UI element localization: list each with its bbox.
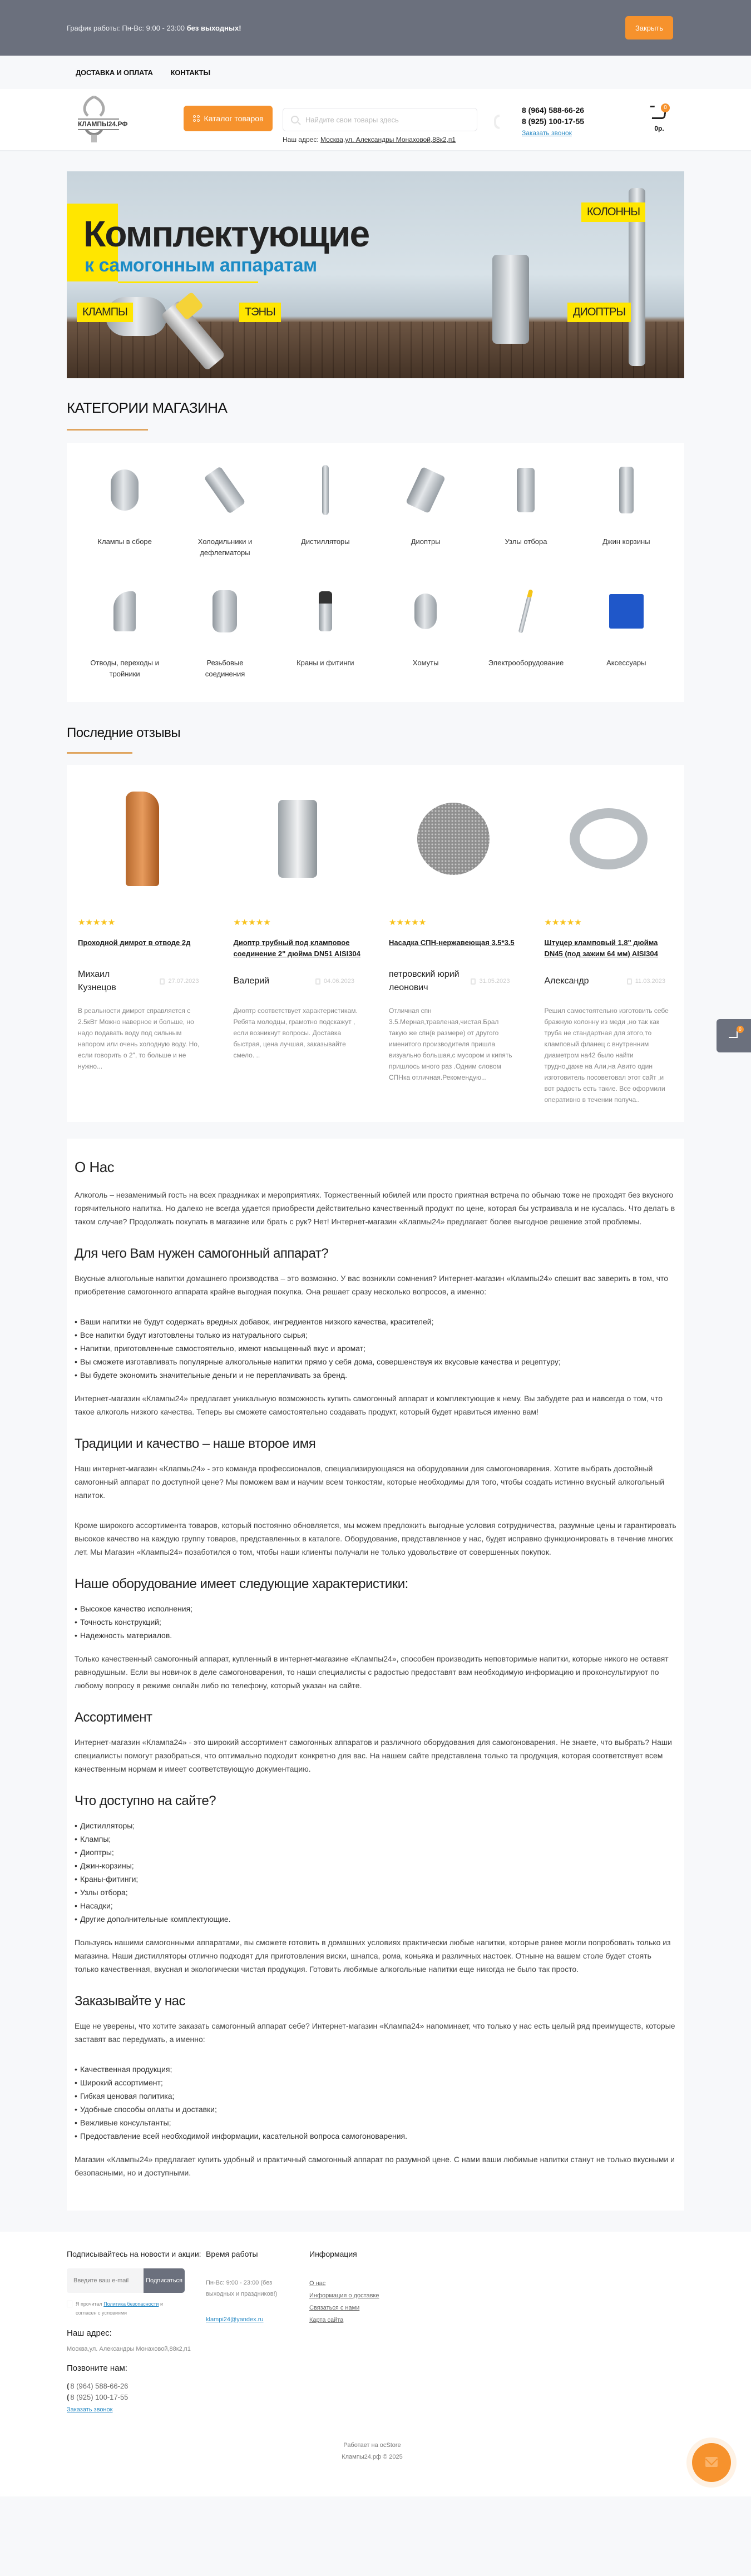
paragraph: Пользуясь нашими самогонными аппаратами, вы сможете готовить в домашних условиях практически любые напитки, которые ранее могли попробовать только из магазина. Наши дистилляторы отлично подходят для приготовления виски, шнапса, рома, коньяка и различных настоек. Отныне на вашем столе будет стоять только качественная, вкусная и экологически чистая продукция. Готовить любимые алкогольные напитки еще никогда не было так просто. <box>75 1938 671 1974</box>
features-list <box>75 1602 676 1642</box>
category-distillers[interactable] <box>275 456 376 570</box>
reviews-title: Последние отзывы <box>67 725 181 740</box>
advantages-list <box>75 2063 676 2143</box>
review-date-text: 31.05.2023 <box>479 978 510 985</box>
category-label: Клампы в сборе <box>97 537 152 546</box>
email-link[interactable]: klampi24@yandex.ru <box>206 2316 264 2323</box>
phone-link-2[interactable]: 8 (925) 100-17-55 <box>522 117 585 126</box>
address-label: Наш адрес: <box>283 136 320 144</box>
calendar-icon <box>471 978 476 985</box>
calendar-icon <box>627 978 632 985</box>
category-image <box>298 459 353 521</box>
feedback-button[interactable] <box>692 2443 731 2482</box>
list-item: • Точность конструкций; <box>75 1615 676 1629</box>
list-item: • Другие дополнительные комплектующие. <box>75 1912 676 1926</box>
list-item: • Надежность материалов. <box>75 1629 676 1642</box>
catalog-label: Каталог товаров <box>204 114 264 123</box>
privacy-policy-link[interactable]: Политика безопасности <box>103 2301 159 2307</box>
floating-cart-button[interactable] <box>717 1019 751 1052</box>
paragraph: Наш интернет-магазин «Клапмы24» - это команда профессионалов, специализирующаяся на оборудовании для самогоноварения. Хотите выбрать достойный самогонный аппарат по доступной цене? Мы поможем вам и научим всем тонкостям, которые необходимы для того, чтобы создать истинно вкусный алкогольный напиток. <box>75 1464 665 1500</box>
search-icon[interactable] <box>291 116 299 123</box>
top-nav <box>0 56 751 89</box>
review-card <box>72 775 213 1105</box>
list-item: • Вы сможете изготавливать популярные алкогольные напитки прямо у себя дома, совершенствуя их вкусовые качества и рецептуру; <box>75 1355 676 1368</box>
cart-total: 0р. <box>654 125 664 132</box>
floating-cart-count: 0 <box>737 1026 744 1033</box>
footer-hours-column <box>206 2249 309 2413</box>
calendar-icon <box>315 978 320 985</box>
close-notice-button[interactable]: Закрыть <box>625 16 673 39</box>
review-date <box>471 978 517 985</box>
search-box <box>283 108 477 131</box>
category-sightglasses[interactable] <box>376 456 476 570</box>
list-item: • Широкий ассортимент; <box>75 2076 676 2089</box>
nav-delivery-payment[interactable]: ДОСТАВКА И ОПЛАТА <box>76 68 153 77</box>
footer-callback-link[interactable]: Заказать звонок <box>67 2406 113 2413</box>
promo-banner[interactable] <box>67 171 684 378</box>
paragraph: Еще не уверены, что хотите заказать самогонный аппарат себе? Интернет-магазин «Клампа24» напоминает, что только у нас есть целый ряд преимуществ, которые заставят вас передумать, а именно: <box>75 2021 675 2044</box>
cart-icon <box>729 1031 738 1038</box>
consent-checkbox[interactable] <box>67 2301 72 2307</box>
footer <box>0 2232 751 2496</box>
banner-subtitle: к самогонным аппаратам <box>85 255 317 276</box>
review-product-link[interactable]: Проходной димрот в отводе 2д <box>78 938 191 947</box>
review-product-image[interactable] <box>78 775 207 903</box>
list-item: • Клампы; <box>75 1832 676 1846</box>
rating-stars: ★★★★★ <box>544 918 582 927</box>
banner-tag-clamps: КЛАМПЫ <box>77 303 133 322</box>
consent-checkbox-row[interactable] <box>67 2300 178 2317</box>
list-item: • Качественная продукция; <box>75 2063 676 2076</box>
reviews-list <box>67 765 684 1122</box>
calendar-icon <box>160 978 165 985</box>
review-card <box>228 775 368 1105</box>
hours-text: Пн-Вс: 9:00 - 23:00 (без выходных и праздников!) <box>206 2280 278 2297</box>
about-title: О Нас <box>75 1159 115 1175</box>
list-item: • Вы будете экономить значительные деньги и не переплачивать за бренд. <box>75 1368 676 1382</box>
review-author: Михаил Кузнецов <box>78 970 116 992</box>
category-image <box>599 581 654 642</box>
category-elbows-tees[interactable] <box>75 577 175 691</box>
section-heading: Что доступно на сайте? <box>75 1793 216 1808</box>
notice-schedule: График работы: Пн-Вс: 9:00 - 23:00 <box>67 23 187 32</box>
category-image <box>599 459 654 521</box>
category-label: Хомуты <box>412 659 439 667</box>
logo-text: КЛАМПЫ24.РФ <box>78 118 119 130</box>
category-image <box>97 581 152 642</box>
header <box>0 89 751 151</box>
address-title: Наш адрес: <box>67 2328 112 2338</box>
info-link-sitemap[interactable]: Карта сайта <box>309 2317 344 2323</box>
review-text: Отличная спн 3.5.Мерная,травленая,чистая.Брал такую же спн(в размере) от другого именитого производителя пришла визуально большая,с мусором и кипять пришлось много раз .Одним словом СПНка отличная.Рекомендую... <box>389 1007 512 1081</box>
review-product-image[interactable] <box>389 775 518 903</box>
banner-tag-sightglasses: ДИОПТРЫ <box>567 303 631 322</box>
categories-title: КАТЕГОРИИ МАГАЗИНА <box>67 399 228 416</box>
banner-sightglass-image <box>492 255 529 344</box>
review-product-image[interactable] <box>234 775 363 903</box>
catalog-grid-icon <box>193 115 200 122</box>
review-text: Решил самостоятельно изготовить себе бражную колонну из меди ,но так как труба не стандартная для этого,то кламповый фланец с внутренним диаметром на42 было найти трудно,даже на Али,на Авито один изготовитель посоветовал этот сайт ,и вот радость есть такие. Все оформили оперативно в течении получа.. <box>544 1007 669 1104</box>
category-image <box>197 459 253 521</box>
banner-yellow-line <box>118 281 258 283</box>
header-phones <box>522 105 584 137</box>
info-link-delivery[interactable]: Информация о доставке <box>309 2292 379 2299</box>
list-item: • Вежливые консультанты; <box>75 2116 676 2129</box>
list-item: • Удобные способы оплаты и доставки; <box>75 2103 676 2116</box>
subscribe-button[interactable]: Подписаться <box>144 2268 185 2293</box>
copyright-text: Клампы24.рф © 2025 <box>342 2454 403 2460</box>
header-address <box>283 136 456 144</box>
envelope-icon <box>705 2457 718 2467</box>
review-text: В реальности димрот справляется с 2.5кВт Можно наверное и больше, но надо подавать воду под сильным напором или очень холодную воду. Но, если говорить о 2", то больше и не нужно... <box>78 1007 200 1070</box>
category-image <box>398 459 453 521</box>
section-heading: Наше оборудование имеет следующие характеристики: <box>75 1576 408 1591</box>
notice-text <box>67 24 241 32</box>
category-takeoff-units[interactable] <box>476 456 576 570</box>
category-gin-baskets[interactable] <box>576 456 676 570</box>
nav-contacts[interactable]: КОНТАКТЫ <box>170 68 210 77</box>
list-item: • Гибкая ценовая политика; <box>75 2089 676 2103</box>
review-card <box>383 775 523 1105</box>
list-item: • Ваши напитки не будут содержать вредных добавок, ингредиентов низкого качества, красителей; <box>75 1315 676 1328</box>
category-image <box>498 581 554 642</box>
category-image <box>97 459 152 521</box>
category-electrical[interactable] <box>476 577 576 691</box>
paragraph: Магазин «Клампы24» предлагает купить удобный и практичный самогонный аппарат по разумной цене. С нами ваши любимые напитки станут не только вкусными и безопасными, но и доступными. <box>75 2155 675 2177</box>
section-heading: Традиции и качество – наше второе имя <box>75 1436 316 1451</box>
consent-text: Я прочитал Политика безопасности и согласен с условиями <box>76 2301 163 2316</box>
category-accessories[interactable] <box>576 577 676 691</box>
copyright <box>67 2440 684 2463</box>
category-label: Электрооборудование <box>488 659 564 667</box>
catalog-button[interactable] <box>184 106 273 131</box>
rating-stars: ★★★★★ <box>389 918 427 927</box>
category-label: Дистилляторы <box>301 537 350 546</box>
list-item: • Напитки, приготовленные самостоятельно, имеют насыщенный вкус и аромат; <box>75 1342 676 1355</box>
footer-address: Москва,ул. Александры Монаховой,88к2,п1 <box>67 2346 191 2352</box>
review-date-text: 04.06.2023 <box>323 978 354 985</box>
categories-title-underline <box>67 429 148 431</box>
rating-stars: ★★★★★ <box>78 918 116 927</box>
category-image <box>197 581 253 642</box>
review-date <box>627 978 673 985</box>
logo[interactable] <box>72 95 128 145</box>
category-valves-fittings[interactable] <box>275 577 376 691</box>
section-heading: Для чего Вам нужен самогонный аппарат? <box>75 1246 329 1261</box>
about-intro: Алкоголь – незаменимый гость на всех праздниках и мероприятиях. Торжественный юбилей или просто приятная встреча по обычаю тоже не проходят без вкусного горячительного напитка. Но далеко не всегда удается приобрести действительно качественный продукт по цене, которая бы устраивала и не кусалась. Что делать в таком случае? Продолжать покупать в магазине или брать с рук? Нет! Интернет-магазин «Клапмы24» предлагает более выгодное решение этой проблемы. <box>75 1190 675 1226</box>
paragraph: Интернет-магазин «Клампы24» предлагает уникальную возможность купить самогонный аппарат и комплектующие к нему. Вы забудете раз и навсегда о том, что такое алкоголь низкого качества. Теперь вы сможете самостоятельно создавать продукт, который будет нравиться именно вам! <box>75 1394 663 1416</box>
category-clamps-assembled[interactable] <box>75 456 175 570</box>
info-title: Информация <box>309 2249 357 2258</box>
review-author: петровский юрий леонович <box>389 970 460 992</box>
address-link[interactable]: Москва,ул. Александры Монаховой,88к2,п1 <box>320 136 456 144</box>
list-item: • Краны-фитинги; <box>75 1872 676 1886</box>
banner-title: Комплектующие <box>83 213 369 254</box>
schedule-notice <box>0 0 751 56</box>
footer-subscribe-column <box>67 2249 206 2413</box>
info-link-contact[interactable]: Связаться с нами <box>309 2305 360 2311</box>
category-label: Холодильники и дефлегматоры <box>197 537 253 557</box>
review-product-image[interactable] <box>545 775 674 903</box>
list-item: • Узлы отбора; <box>75 1886 676 1899</box>
section-heading: Заказывайте у нас <box>75 1994 185 2009</box>
review-date-text: 27.07.2023 <box>168 978 199 985</box>
banner-tag-columns: КОЛОННЫ <box>581 202 645 222</box>
list-item: • Джин-корзины; <box>75 1859 676 1872</box>
review-product-link[interactable]: Насадка СПН-нержавеющая 3.5*3.5 <box>389 938 515 947</box>
paragraph: Вкусные алкогольные напитки домашнего производства – это возможно. У вас возникли сомнения? Интернет-магазин «Клампы24» спешит вас заверить в том, что приобретение самогонного аппарата крайне выгодная покупка. Она решает сразу несколько вопросов, а именно: <box>75 1274 669 1296</box>
category-label: Аксессуары <box>606 659 646 667</box>
footer-phone-1[interactable]: ( 8 (964) 588-66-26 <box>67 2382 129 2390</box>
category-image <box>498 459 554 521</box>
category-collars[interactable] <box>376 577 476 691</box>
notice-bold: без выходных! <box>186 23 241 32</box>
review-text: Диоптр соответствует характеристикам. Ребята молодцы, грамотно подскажут , если возникнут вопросы. Доставка быстрая, цена лучшая, заказывайте смело. .. <box>233 1007 358 1059</box>
about-section <box>67 1139 684 2211</box>
phone-icon: ( <box>67 2393 70 2401</box>
review-date <box>315 978 362 985</box>
category-image <box>298 581 353 642</box>
category-threaded-connections[interactable] <box>175 577 275 691</box>
review-date-text: 11.03.2023 <box>635 978 665 985</box>
banner-tag-heaters: ТЭНЫ <box>239 303 281 322</box>
list-item: • Диоптры; <box>75 1846 676 1859</box>
review-date <box>160 978 206 985</box>
paragraph: Только качественный самогонный аппарат, купленный в интернет-магазине «Клампы24», способен производить неповторимые напитки, которые никого не оставят равнодушным. Если вы новичок в деле самогоноварения, то наши специалисты с радостью предоставят вам необходимую информацию и проконсультируют по любому вопросу в режиме онлайн либо по телефону, который указан на сайте. <box>75 1654 669 1690</box>
available-list <box>75 1819 676 1926</box>
subscribe-title: Подписывайтесь на новости и акции: <box>67 2249 201 2258</box>
footer-phone-2[interactable]: ( 8 (925) 100-17-55 <box>67 2393 129 2401</box>
categories-grid <box>67 443 684 702</box>
category-label: Краны и фитинги <box>297 659 354 667</box>
subscribe-form <box>67 2268 185 2293</box>
benefits-list <box>75 1315 676 1382</box>
info-link-about[interactable]: О нас <box>309 2280 326 2287</box>
category-coolers[interactable] <box>175 456 275 570</box>
paragraph: Интернет-магазин «Клампа24» - это широкий ассортимент самогонных аппаратов и различного оборудования для самогоноварения. Не знаете, что выбрать? Наши специалисты помогут разобраться, что оптимально подходит конкретно для вас. На нашем сайте представлена только та продукция, которая соответствует всем качественным нормам и имеет соответствующую документацию. <box>75 1738 672 1773</box>
list-item: • Насадки; <box>75 1899 676 1912</box>
review-author: Александр <box>544 976 589 986</box>
phone-link-1[interactable]: 8 (964) 588-66-26 <box>522 106 585 115</box>
review-product-link[interactable]: Диоптр трубный под кламповое соединение 2" дюйма DN51 AISI304 <box>233 938 360 958</box>
reviews-title-underline <box>67 752 132 754</box>
phone-icon <box>494 115 500 129</box>
review-product-link[interactable]: Штуцер кламповый 1,8" дюйма DN45 (под зажим 64 мм) AISI304 <box>544 938 658 958</box>
footer-info-column <box>309 2249 421 2413</box>
category-label: Резьбовые соединения <box>205 659 245 678</box>
call-title: Позвоните нам: <box>67 2364 127 2373</box>
powered-by: Работает на ocStore <box>343 2442 401 2449</box>
list-item: • Предоставление всей необходимой информации, касательной вопроса самогоноварения. <box>75 2129 676 2143</box>
hours-title: Время работы <box>206 2249 258 2258</box>
review-card <box>539 775 679 1105</box>
category-label: Диоптры <box>411 537 441 546</box>
cart-button[interactable] <box>640 101 679 140</box>
list-item: • Высокое качество исполнения; <box>75 1602 676 1615</box>
email-input[interactable] <box>67 2268 144 2293</box>
search-input[interactable] <box>305 116 461 124</box>
phone-icon: ( <box>67 2382 70 2390</box>
callback-link[interactable]: Заказать звонок <box>522 129 572 137</box>
category-label: Отводы, переходы и тройники <box>90 659 159 678</box>
paragraph: Кроме широкого ассортимента товаров, который постоянно обновляется, мы можем предложить выгодные условия сотрудничества, разумные цены и гарантировать высокое качество на каждую группу товаров, представленных в каталоге. Оборудование, представленное у нас, будет исправно функционировать в течение многих лет. Мы Магазин «Клампы24» позаботился о том, чтобы наши клиенты получали не только удовольствие от совершенных покупок. <box>75 1521 676 1556</box>
review-author: Валерий <box>233 976 270 986</box>
cart-count-badge: 0 <box>661 103 670 112</box>
list-item: • Все напитки будут изготовлены только из натурального сырья; <box>75 1328 676 1342</box>
list-item: • Дистилляторы; <box>75 1819 676 1832</box>
category-label: Узлы отбора <box>505 537 547 546</box>
category-image <box>398 581 453 642</box>
rating-stars: ★★★★★ <box>233 918 271 927</box>
category-label: Джин корзины <box>602 537 650 546</box>
section-heading: Ассортимент <box>75 1710 152 1725</box>
